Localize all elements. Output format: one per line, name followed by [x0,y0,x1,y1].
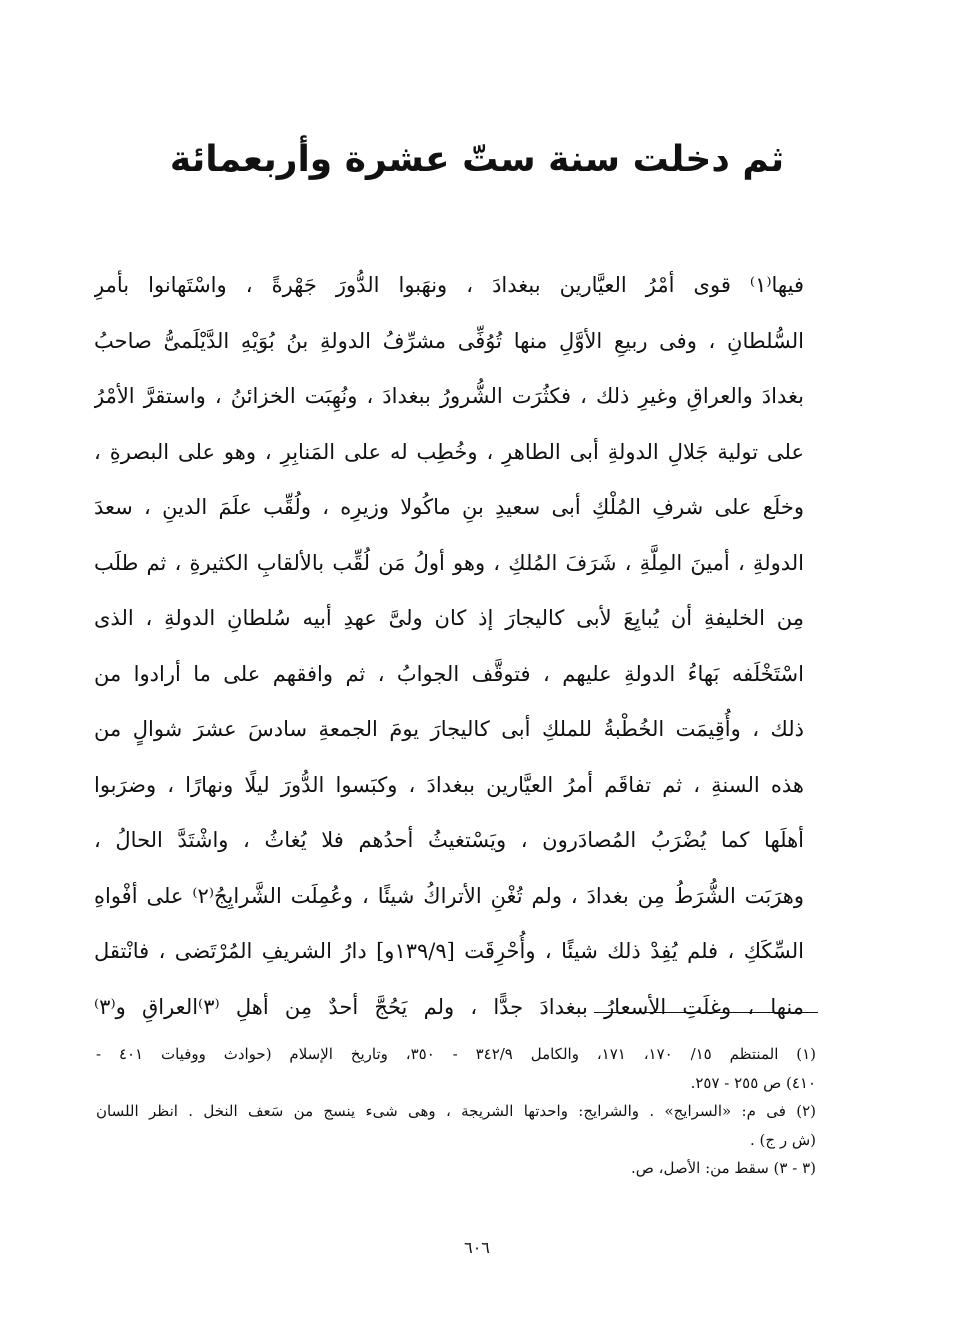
text-line: أهلَها كما يُضْرَبُ المُصادَرون ، ويَسْتغيثُ أحدُهم فلا يُغاثُ ، واشْتَدَّ الحالُ ، [94,828,804,852]
footnotes [96,1040,816,1183]
footnote-separator [594,1012,818,1013]
text-line: اسْتَخْلَفه بَهاءُ الدولةِ عليهم ، فتوقَّف الجوابُ ، ثم وافقهم على ما أرادوا من [94,661,804,686]
text-line: وهرَبَت الشُّرَطُ مِن بغدادَ ، ولم تُغْنِ الأتراكُ شيئًا ، وعُمِلَت الشَّرايِجُ⁽٢⁾ على أفْواهِ [94,883,804,908]
text-line: هذه السنةِ ، ثم تفاقَم أمرُ العيَّارين ببغدادَ ، وكبَسوا الدُّورَ ليلًا ونهارًا ، وضرَبوا [94,772,804,797]
footnote-line: (ش ر ج) . [749,1130,816,1149]
text-line: على تولية جَلالِ الدولةِ أبى الطاهرِ ، وخُطِب له على المَنابِرِ ، وهو على البصرةِ ، [94,439,804,464]
text-line: ذلك ، وأُقِيمَت الخُطْبةُ للملكِ أبى كاليجارَ يومَ الجمعةِ سادسَ عشرَ شوالٍ من [94,717,804,741]
footnote-line: (٢) فى م: «السرايج» . والشرايج: واحدتها الشريجة ، وهى شىء ينسج من سَعف النخل . انظر اللسان [96,1102,816,1120]
text-line: السُّلطانِ ، وفى ربيعِ الأوَّلِ منها تُوُفِّى مشرِّفُ الدولةِ بنُ بُوَيْهِ الدَّيْلَمىُّ صاحبُ [94,328,804,353]
footnote-line: (٣ - ٣) سقط من: الأصل، ص. [631,1159,816,1177]
main-text [94,258,804,1035]
text-line: بغدادَ والعراقِ وغيرِ ذلك ، فكثُرَت الشُّرورُ ببغدادَ ، ونُهِبَت الخزائنُ ، واستقرَّ الأمْرُ [94,384,804,408]
text-line: وخلَع على شرفِ المُلْكِ أبى سعيدِ بنِ ماكُولا وزيرِه ، ولُقِّب علَمَ الدينِ ، سعدَ [94,495,804,519]
footnote-line: (١) المنتظم ١٥/ ١٧٠، ١٧١، والكامل ٣٤٢/٩ - ٣٥٠، وتاريخ الإسلام (حوادث ووفيات ٤٠١ - [96,1045,816,1063]
text-line: منها ، وغلَتِ الأسعارُ ببغدادَ جدًّا ، ولم يَحُجَّ أحدٌ مِن أهلِ ⁽٣⁾العراقِ و⁽٣⁾ [94,994,804,1019]
page-number: ٦٠٦ [464,1238,490,1257]
footnote-line: ٤١٠) ص ٢٥٥ - ٢٥٧. [690,1073,816,1092]
text-line: السِّكَكِ ، فلم يُفِدْ ذلك شيئًا ، وأُحْرِقَت [١٣٩/٩و] دارُ الشريفِ المُرْتَضى ، فانْتقل [94,939,804,963]
text-line: الدولةِ ، أمينَ المِلَّةِ ، شَرَفَ المُلكِ ، وهو أولُ مَن لُقِّب بالألقابِ الكثيرةِ ، ثم طلَب [94,550,804,575]
chapter-title: ثم دخلت سنة ستّ عشرة وأربعمائة [169,139,785,180]
text-line: فيها⁽١⁾ قوى أمْرُ العيَّارين ببغدادَ ، ونهَبوا الدُّورَ جَهْرةً ، واسْتَهانوا بأمرِ [94,273,804,297]
text-line: مِن الخليفةِ أن يُبايِعَ لأبى كاليجارَ إذ كان ولىَّ عهدِ أبيه سُلطانِ الدولةِ ، الذى [94,606,804,630]
